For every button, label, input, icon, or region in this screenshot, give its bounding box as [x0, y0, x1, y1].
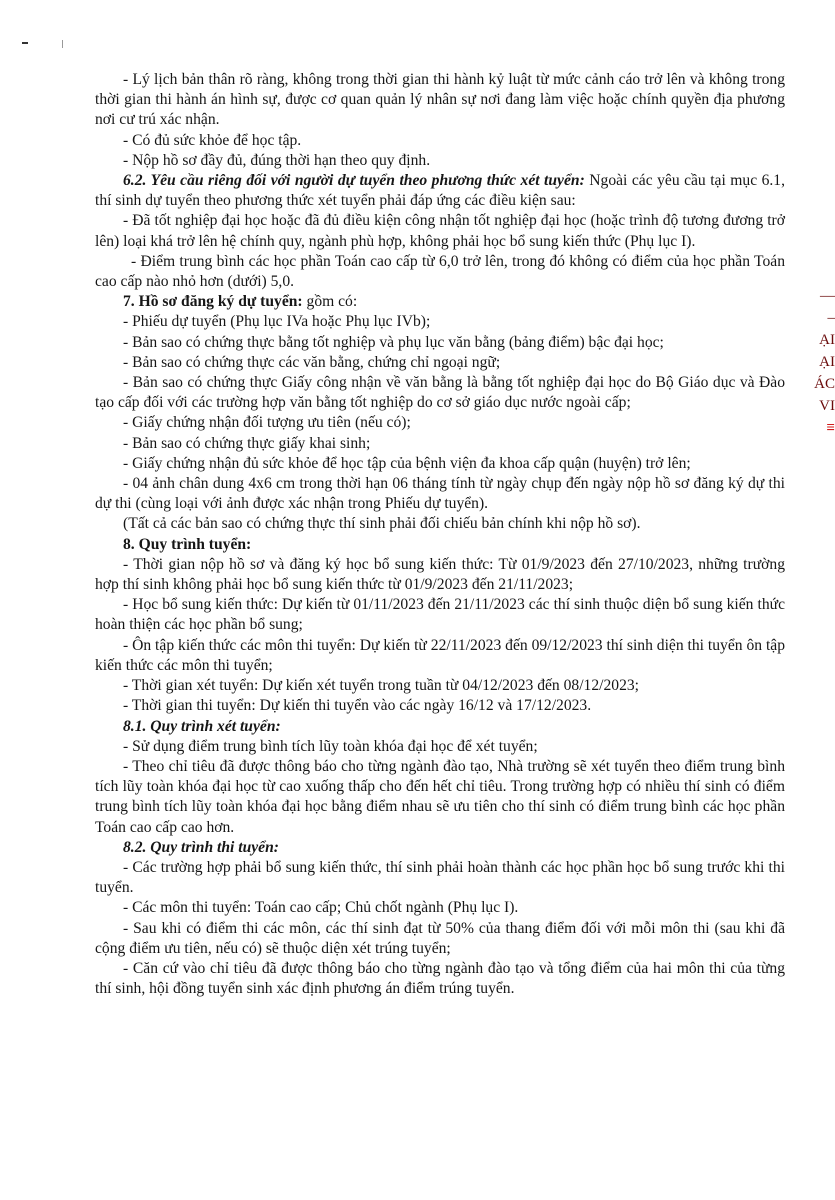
section-heading: 7. Hồ sơ đăng ký dự tuyển:: [123, 293, 303, 311]
paragraph: - Thời gian thi tuyển: Dự kiến thi tuyển vào các ngày 16/12 và 17/12/2023.: [123, 697, 592, 715]
edge-mark: ≡: [826, 420, 835, 436]
paragraph: - Bản sao có chứng thực giấy khai sinh;: [123, 434, 371, 452]
paragraph: - Có đủ sức khỏe để học tập.: [123, 131, 302, 149]
paragraph-text: gồm có:: [306, 293, 358, 311]
paragraph: - Giấy chứng nhận đối tượng ưu tiên (nếu có);: [123, 414, 411, 432]
paragraph-text: Ngoài các yêu cầu tại mục 6.1, thí sinh dự tuyển theo phương thức xét tuyển phải đáp ứng các điều kiện sau:: [95, 172, 785, 210]
paragraph: [95, 171, 785, 211]
section-heading: 8. Quy trình tuyển:: [123, 535, 252, 553]
scan-tick-mark: [62, 40, 63, 48]
edge-mark: VI: [819, 398, 835, 414]
paragraph: - Theo chỉ tiêu đã được thông báo cho từng ngành đào tạo, Nhà trường sẽ xét tuyển theo điểm trung bình tích lũy toàn khóa đại học từ cao xuống thấp cho đến hết chỉ tiêu. Trong trường hợp có nhiều thí sinh có điểm trung bình tích lũy toàn khóa đại học bằng điểm nhau sẽ ưu tiên cho thí sinh có điểm trung bình các học phần Toán cao cấp cao hơn.: [95, 757, 785, 836]
paragraph: - Bản sao có chứng thực Giấy công nhận về văn bằng là bằng tốt nghiệp đại học do Bộ Giáo dục và Đào tạo cấp đối với các trường hợp văn bằng tốt nghiệp do cơ sở giáo dục nước ngoài cấp;: [95, 374, 785, 412]
paragraph: - 04 ảnh chân dung 4x6 cm trong thời hạn 06 tháng tính từ ngày chụp đến ngày nộp hồ sơ đăng ký dự thi dự thi (cùng loại với ảnh được xác nhận trong Phiếu dự tuyển).: [95, 475, 785, 513]
paragraph: (Tất cả các bản sao có chứng thực thí sinh phải đối chiếu bản chính khi nộp hồ sơ).: [123, 515, 641, 533]
paragraph: - Bản sao có chứng thực bằng tốt nghiệp và phụ lục văn bằng (bảng điểm) bậc đại học;: [123, 333, 664, 351]
scan-dash-mark: [22, 42, 28, 44]
edge-mark: –: [827, 310, 835, 326]
section-heading: 8.2. Quy trình thi tuyển:: [123, 838, 279, 856]
paragraph: - Sau khi có điểm thi các môn, các thí sinh đạt từ 50% của thang điểm đối với mỗi môn thi (sau khi đã cộng điểm ưu tiên, nếu có) sẽ thuộc diện xét trúng tuyển;: [95, 919, 785, 957]
paragraph: - Ôn tập kiến thức các môn thi tuyển: Dự kiến từ 22/11/2023 đến 09/12/2023 thí sinh diện thi tuyển ôn tập kiến thức các môn thi tuyển;: [95, 636, 785, 674]
edge-mark: ÁC: [814, 376, 835, 392]
edge-mark: ẠI: [819, 332, 835, 348]
paragraph: - Bản sao có chứng thực các văn bằng, chứng chỉ ngoại ngữ;: [123, 353, 501, 371]
paragraph: - Thời gian xét tuyển: Dự kiến xét tuyển trong tuần từ 04/12/2023 đến 08/12/2023;: [123, 677, 639, 695]
stamp-edge-fragment: [813, 285, 835, 445]
section-heading: 6.2. Yêu cầu riêng đối với người dự tuyển theo phương thức xét tuyển:: [123, 172, 585, 190]
paragraph: - Nộp hồ sơ đầy đủ, đúng thời hạn theo quy định.: [123, 151, 431, 169]
edge-mark: ẠI: [819, 354, 835, 370]
edge-mark: —: [820, 288, 835, 304]
paragraph: - Căn cứ vào chỉ tiêu đã được thông báo cho từng ngành đào tạo và tổng điểm của hai môn thi của từng thí sinh, hội đồng tuyển sinh xác định phương án điểm trúng tuyển.: [95, 959, 785, 998]
paragraph: - Điểm trung bình các học phần Toán cao cấp từ 6,0 trở lên, trong đó không có điểm của học phần Toán cao cấp nào nhỏ hơn (dưới) 5,0.: [95, 252, 785, 291]
document-body: [95, 70, 785, 999]
paragraph: - Đã tốt nghiệp đại học hoặc đã đủ điều kiện công nhận tốt nghiệp đại học (hoặc trình độ tương đương trở lên) loại khá trở lên hệ chính quy, ngành phù hợp, không phải học bổ sung kiến thức (Phụ lục I).: [95, 212, 785, 250]
paragraph: - Các môn thi tuyển: Toán cao cấp; Chủ chốt ngành (Phụ lục I).: [123, 899, 519, 917]
section-heading: 8.1. Quy trình xét tuyển:: [123, 717, 281, 735]
paragraph: - Lý lịch bản thân rõ ràng, không trong thời gian thi hành kỷ luật từ mức cảnh cáo trở lên và không trong thời gian thi hành án hình sự, được cơ quan quản lý nhân sự nơi đang làm việc hoặc chính quyền địa phương nơi cư trú xác nhận.: [95, 71, 785, 129]
paragraph: [95, 292, 785, 312]
paragraph: - Các trường hợp phải bổ sung kiến thức, thí sinh phải hoàn thành các học phần học bổ sung trước khi thi tuyển.: [95, 858, 785, 897]
paragraph: - Sử dụng điểm trung bình tích lũy toàn khóa đại học để xét tuyển;: [123, 737, 538, 755]
paragraph: - Giấy chứng nhận đủ sức khỏe để học tập của bệnh viện đa khoa cấp quận (huyện) trở lên;: [123, 454, 691, 472]
paragraph: - Học bổ sung kiến thức: Dự kiến từ 01/11/2023 đến 21/11/2023 các thí sinh thuộc diện bổ sung kiến thức hoàn thiện các học phần bổ sung;: [95, 596, 785, 634]
paragraph: - Phiếu dự tuyển (Phụ lục IVa hoặc Phụ lục IVb);: [123, 313, 431, 331]
paragraph: - Thời gian nộp hồ sơ và đăng ký học bổ sung kiến thức: Từ 01/9/2023 đến 27/10/2023, những trường hợp thí sinh không phải học bổ sung kiến thức từ 01/9/2023 đến 21/11/2023;: [95, 555, 785, 594]
